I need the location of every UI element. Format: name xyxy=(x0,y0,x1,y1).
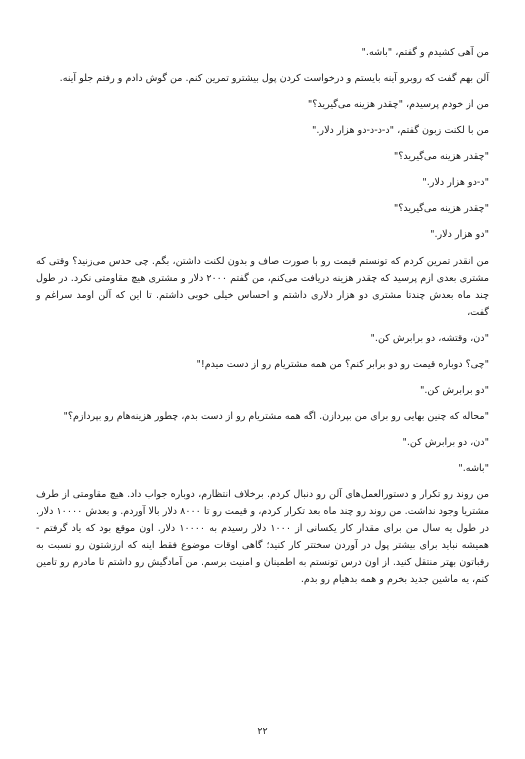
paragraph: "چقدر هزینه می‌گیرید؟" xyxy=(393,203,489,215)
paragraph: "چقدر هزینه می‌گیرید؟" xyxy=(393,151,489,163)
paragraph: من آهی کشیدم و گفتم، "باشه." xyxy=(361,47,489,58)
document-page xyxy=(36,44,489,598)
paragraph: "دن، وقتشه، دو برابرش کن." xyxy=(370,332,489,344)
page-number: ۲۲ xyxy=(257,726,268,737)
paragraph: آلن بهم گفت که روبرو آینه بایستم و درخواست کردن پول بیشترو تمرین کنم. من گوش دادم و رفتم جلو آینه. xyxy=(59,73,489,85)
paragraph: "دو برابرش کن." xyxy=(419,384,489,396)
paragraph: "باشه." xyxy=(458,463,489,475)
paragraph: "محاله که چنین بهایی رو برای من بپردازن. اگه همه مشتریام رو از دست بدم، چطور هزینه‌هام رو بپردازم؟" xyxy=(63,410,489,422)
paragraph: من با لکنت زبون گفتم، "د-د-د-دو هزار دلار." xyxy=(311,125,489,137)
paragraph: "دو هزار دلار." xyxy=(430,229,489,241)
paragraph: "دن، دو برابرش کن." xyxy=(402,437,489,448)
paragraph: من روند رو تکرار و دستورالعمل‌های آلن رو دنبال کردم. برخلاف انتظارم، دوباره جواب داد. هیچ مقاومتی از طرف مشتریا وجود نداشت. من روند رو چند ماه بعد تکرار کردم، و قیمت رو تا ۸۰۰۰ دلار بالا آوردم. و بعدش ۱۰۰۰۰ دلار. در طول یه سال من برای مقدار کار یکسانی از ۱۰۰۰ دلار رسیدم به ۱۰۰۰۰ دلار. اون موقع بود که یاد گرفتم - همیشه نباید برای بیشتر پول در آوردن سختتر کار کنید؛ گاهی اوقات موضوع فقط اینه که ارزشتون رو نسبت به رقباتون بهتر منتقل کنید. از اون درس تونستم به اطمینان و امنیت برسم. من آمادگیش رو داشتم تا مادرم رو تامین کنم، یه ماشین جدید بخرم و همه بدهیام رو بدم. xyxy=(36,489,489,586)
paragraph: من از خودم پرسیدم، "چقدر هزینه می‌گیرید؟" xyxy=(307,99,489,111)
paragraph: "د-دو هزار دلار." xyxy=(422,177,489,189)
paragraph: من انقدر تمرین کردم که تونستم قیمت رو با صورت صاف و بدون لکنت داشتن، بگم. چی حدس می‌زنید؟ وقتی که مشتری بعدی ازم پرسید که چقدر هزینه دریافت می‌کنم، من گفتم ۲۰۰۰ دلار و مشتری هیچ مقاومتی نکرد. در طول چند ماه بعدش چندتا مشتری دو هزار دلاری داشتم و احساس خیلی خوبی داشتم. تا این که آلن اومد سراغم و گفت، xyxy=(36,255,489,318)
paragraph: "چی؟ دوباره قیمت رو دو برابر کنم؟ من همه مشتریام رو از دست میدم!" xyxy=(196,358,489,370)
